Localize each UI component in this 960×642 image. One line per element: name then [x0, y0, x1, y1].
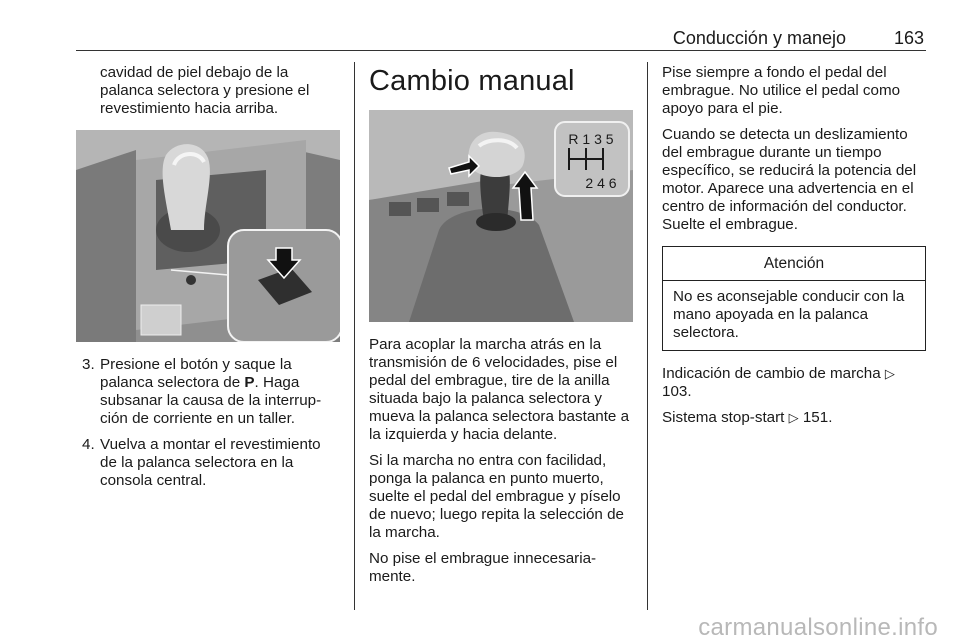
notice-body: No es aconsejable conducir con la mano apoyada en la palanca selectora. — [673, 288, 905, 341]
watermark: carmanualsonline.info — [698, 614, 938, 641]
step-text: Presione el botón y saque la palanca selectora de — [100, 356, 292, 391]
steps-list — [76, 356, 340, 490]
step-text: . Haga subsanar la causa de la interrup-ción de corriente en un taller. — [100, 374, 322, 427]
cross-reference — [662, 365, 926, 401]
column-left — [76, 64, 340, 498]
reference-page: 103. — [662, 383, 692, 400]
step-text: Vuelva a montar el revestimiento de la palanca selectora en la consola central. — [100, 436, 321, 489]
page-reference-arrow-icon: ▷ — [884, 366, 895, 381]
gear-pattern-bottom: 2 4 6 — [585, 175, 617, 191]
list-item — [76, 436, 340, 490]
section-title: Conducción y manejo — [672, 28, 846, 48]
section-heading: Cambio manual — [369, 65, 575, 97]
step-number: 4. — [82, 436, 95, 453]
reference-text: Indicación de cambio de marcha — [662, 365, 881, 382]
step-number: 3. — [82, 356, 95, 373]
paragraph: No pise el embrague innecesaria-mente. — [369, 550, 597, 585]
column-right — [662, 64, 926, 435]
paragraph: Si la marcha no entra con facilidad, ponga la palanca en punto muerto, suelte el pedal del embrague y píselo de nuevo; luego repita la selección de la marcha. — [369, 452, 624, 541]
cross-reference — [662, 409, 926, 427]
paragraph: Pise siempre a fondo el pedal del embrague. No utilice el pedal como apoyo para el pie. — [662, 64, 901, 117]
column-divider — [647, 62, 648, 610]
gear-pattern-top: R 1 3 5 — [568, 131, 614, 147]
column-divider — [354, 62, 355, 610]
paragraph: Para acoplar la marcha atrás en la transmisión de 6 velocidades, pise el pedal del embrague, tire de la anilla situada bajo la palanca selectora y mueva la palanca selectora bastante a la izquierda y hacia delante. — [369, 336, 630, 443]
manual-gearshift-illustration — [369, 110, 633, 322]
reference-text: Sistema stop-start — [662, 409, 785, 426]
page-reference-arrow-icon: ▷ — [788, 410, 799, 425]
reference-page: 151. — [802, 409, 833, 426]
step-bold-text: P — [244, 374, 255, 391]
paragraph: Cuando se detecta un deslizamiento del embrague durante un tiempo específico, se reducirá la potencia del motor. Aparece una advertencia en el centro de información del conductor. Suelte el embrague. — [662, 126, 917, 233]
notice-box — [662, 246, 926, 351]
list-item — [76, 356, 340, 428]
page-number: 163 — [893, 28, 924, 48]
intro-text: cavidad de piel debajo de la palanca selectora y presione el revestimiento hacia arriba. — [100, 64, 310, 117]
selector-lever-illustration — [76, 130, 340, 342]
notice-title: Atención — [663, 247, 925, 281]
column-middle — [369, 64, 633, 594]
page-header — [76, 28, 926, 51]
